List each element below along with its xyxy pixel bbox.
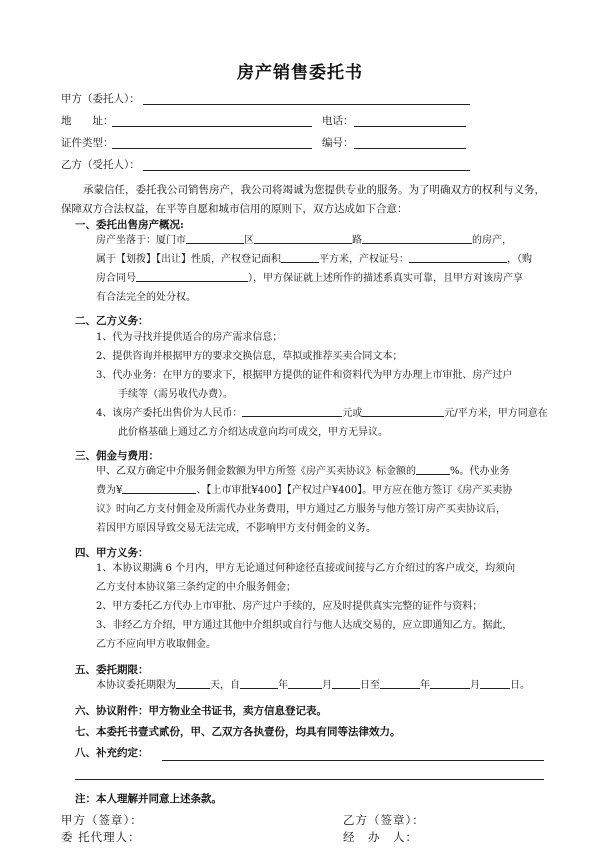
s5-start-day: 日至 bbox=[360, 680, 380, 691]
address-underline bbox=[112, 126, 312, 127]
handler-label: 经 办 人： bbox=[343, 830, 418, 844]
start-day-blank bbox=[332, 676, 360, 689]
total-price-blank bbox=[242, 404, 342, 417]
section-2-item-3b: 手续等（需另收代办费）。 bbox=[118, 389, 233, 400]
party-a-label: 甲方（委托人）： bbox=[61, 93, 140, 105]
id-type-label: 证件类型： bbox=[61, 137, 114, 149]
s5-end-year: 年 bbox=[420, 680, 430, 691]
section-2-item-2: 2、提供咨询并根据甲方的要求交换信息，草拟或推荐买卖合同文本； bbox=[96, 351, 403, 362]
s5-start-year: 年 bbox=[278, 680, 288, 691]
intro-paragraph: 承蒙信任，委托我公司销售房产，我公司将竭诚为您提供专业的服务。为了明确双方的权利与义务，保障双方合法权益，在平等自愿和城市信用的原则下，双方达成如下合意： bbox=[61, 184, 545, 215]
section-2-heading: 二、乙方义务： bbox=[75, 315, 149, 327]
s3-commission-suffix: %。代办业务 bbox=[450, 466, 510, 477]
phone-underline bbox=[354, 126, 466, 127]
s1-guarantee-text: ），甲方保证就上述所作的描述系真实可靠，且甲方对该房产享 bbox=[248, 273, 523, 284]
document-title: 房产销售委托书 bbox=[237, 63, 363, 83]
id-type-underline bbox=[112, 148, 312, 149]
section-4-item-1b: 乙方支付本协议第三条约定的中介服务佣金； bbox=[96, 582, 296, 593]
s2-price-label: 4、该房产委托出售价为人民币： bbox=[96, 408, 243, 419]
s1-area-suffix: 平方米，产权证号： bbox=[319, 254, 409, 265]
address-label: 地 址： bbox=[61, 115, 114, 127]
certificate-blank bbox=[409, 250, 507, 263]
party-a-signature-label: 甲方（签章）： bbox=[61, 813, 143, 827]
section-2-item-4a bbox=[96, 404, 548, 423]
section-4-item-2: 2、甲方委托乙方代办上市审批、房产过户手续的，应及时提供真实完整的证件与资料； bbox=[96, 601, 483, 612]
s1-certificate-suffix: ，（购 bbox=[507, 254, 532, 265]
section-1-heading: 一、委托出售房产概况: bbox=[75, 219, 184, 231]
section-4-heading: 四、甲方义务： bbox=[75, 547, 149, 559]
section-1-line-4: 有合法完全的处分权。 bbox=[96, 292, 196, 303]
unit-price-blank bbox=[362, 404, 444, 417]
agent-label: 委 托代理人： bbox=[61, 830, 141, 844]
s3-fee-detail: 、【上市审批¥400】【产权过户¥400】。甲方应在他方签订《房产买卖协 bbox=[196, 485, 513, 496]
supplement-underline-1 bbox=[162, 760, 544, 761]
section-3-heading: 三、佣金与费用： bbox=[75, 450, 159, 462]
supplement-underline-2 bbox=[75, 779, 544, 780]
end-month-blank bbox=[430, 676, 470, 689]
section-1-line-2 bbox=[96, 250, 532, 269]
s1-property-type: 属于【划拨】【出让】性质，产权登记面积 bbox=[96, 254, 281, 265]
section-4-item-3b: 乙方不应向甲方收取佣金。 bbox=[96, 639, 216, 650]
days-blank bbox=[176, 676, 210, 689]
section-3-line-2 bbox=[96, 481, 512, 500]
end-day-blank bbox=[480, 676, 510, 689]
section-3-line-3: 议》时向乙方支付佣金及所需代办业务费用，甲方通过乙方服务与他方签订房产买卖协议后， bbox=[96, 504, 506, 515]
s5-end-month: 月 bbox=[470, 680, 480, 691]
s2-price-or: 元或 bbox=[342, 408, 363, 419]
section-4-item-3a: 3、非经乙方介绍，甲方通过其他中介组织或自行与他人达成交易的，应立即通知乙方。据此， bbox=[96, 620, 513, 631]
agreement-note: 注：本人理解并同意上述条款。 bbox=[75, 793, 222, 805]
section-2-item-3a: 3、代办业务：在甲方的要求下，根据甲方提供的证件和资料代为甲方办理上市审批、房产过户 bbox=[96, 370, 513, 381]
s1-house-suffix: 的房产， bbox=[472, 235, 512, 246]
party-b-signature-label: 乙方（签章）： bbox=[343, 813, 425, 827]
service-fee-blank bbox=[122, 481, 196, 494]
s5-term-label: 本协议委托期限为 bbox=[96, 680, 176, 691]
district-blank bbox=[186, 231, 244, 244]
section-2-item-1: 1、代为寻找并提供适合的房产需求信息； bbox=[96, 332, 283, 343]
s5-start-month: 月 bbox=[322, 680, 332, 691]
party-a-underline bbox=[143, 104, 470, 105]
party-b-underline bbox=[143, 170, 470, 171]
s3-commission-text: 甲、乙双方确定中介服务佣金数额为甲方所签《房产买卖协议》标金额的 bbox=[96, 466, 416, 477]
phone-label: 电话： bbox=[322, 115, 354, 127]
section-3-line-4: 若因甲方原因导致交易无法完成，不影响甲方支付佣金的义务。 bbox=[96, 523, 376, 534]
section-2-item-4b: 此价格基础上通过乙方介绍达成意向均可成交，甲方无异议。 bbox=[118, 427, 388, 438]
road-blank bbox=[254, 231, 352, 244]
section-8-heading: 八、补充约定： bbox=[75, 747, 149, 759]
area-blank bbox=[281, 250, 319, 263]
s1-contract-label: 房合同号 bbox=[96, 273, 136, 284]
s1-location-prefix: 房产坐落于：厦门市 bbox=[96, 235, 186, 246]
commission-rate-blank bbox=[416, 462, 450, 475]
section-1-line-1 bbox=[96, 231, 512, 250]
section-6: 六、协议附件：甲方物业全书证书，卖方信息登记表。 bbox=[75, 705, 327, 717]
party-b-label: 乙方（受托人）： bbox=[61, 159, 140, 171]
section-4-item-1a: 1、本协议期满 6 个月内，甲方无论通过何种途径直接或间接与乙方介绍过的客户成交，均须向 bbox=[96, 563, 516, 574]
s3-fee-label: 费为¥ bbox=[96, 485, 123, 496]
contract-blank bbox=[136, 269, 248, 282]
end-year-blank bbox=[380, 676, 420, 689]
section-5-term-line bbox=[96, 676, 530, 695]
section-7: 七、本委托书壹式贰份，甲、乙双方各执壹份，均具有同等法律效力。 bbox=[75, 726, 401, 738]
section-1-line-3 bbox=[96, 269, 523, 288]
id-no-label: 编号： bbox=[322, 137, 354, 149]
s2-price-suffix: 元/平方米，甲方同意在 bbox=[444, 408, 548, 419]
start-year-blank bbox=[240, 676, 278, 689]
s5-days-from: 天，自 bbox=[210, 680, 240, 691]
section-3-line-1 bbox=[96, 462, 510, 481]
s1-road-suffix: 路 bbox=[352, 235, 362, 246]
start-month-blank bbox=[288, 676, 322, 689]
section-5-heading: 五、委托期限： bbox=[75, 664, 149, 676]
s5-end-day: 日。 bbox=[510, 680, 530, 691]
house-blank bbox=[362, 231, 472, 244]
id-no-underline bbox=[354, 148, 466, 149]
s1-district-suffix: 区 bbox=[244, 235, 254, 246]
